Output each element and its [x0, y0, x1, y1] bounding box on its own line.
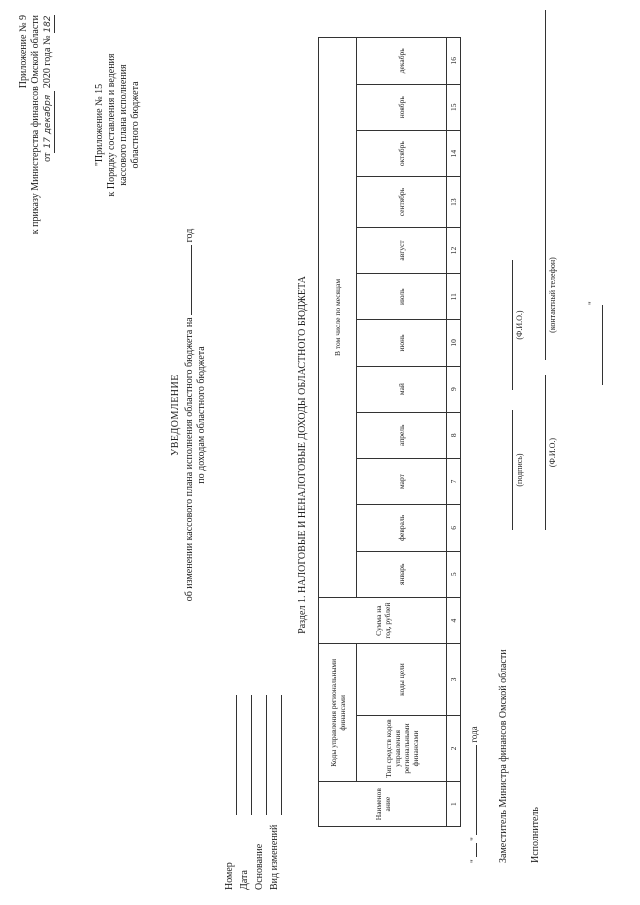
executor-label: Исполнитель — [530, 807, 541, 863]
month-december: декабрь — [357, 38, 447, 85]
appendix-date-handwritten: 17 декабря — [42, 91, 55, 153]
col-number: 8 — [447, 412, 461, 458]
field-line-number — [236, 695, 237, 815]
month-january: январь — [357, 551, 447, 597]
section-title: Раздел 1. НАЛОГОВЫЕ И НЕНАЛОГОВЫЕ ДОХОДЫ ОБЛАСТНОГО БЮДЖЕТА — [297, 276, 308, 634]
col-number: 11 — [447, 274, 461, 320]
year-blank-line — [182, 245, 192, 315]
table-number-row — [447, 38, 461, 827]
notice-subtitle-year: год — [184, 228, 195, 243]
col-number: 15 — [447, 84, 461, 130]
col-number: 10 — [447, 320, 461, 366]
deputy-fio-line — [512, 260, 513, 390]
month-may: май — [357, 366, 447, 412]
footer-quote-close: " — [469, 837, 479, 841]
executor-phone-caption: (контактный телефон) — [548, 257, 557, 333]
field-label-date: Дата — [239, 870, 250, 890]
fields-labels — [222, 810, 282, 890]
executor-phone-line — [545, 10, 546, 360]
appendix-date-suffix: 2020 года № — [42, 35, 53, 89]
col-number: 9 — [447, 366, 461, 412]
col-header-fund-type: Тип средств кодов управления региональными финансами — [357, 715, 447, 782]
notice-subtitle-2: по доходам областного бюджета — [196, 346, 207, 484]
col-number: 2 — [447, 715, 461, 782]
appendix-15-line2: к Порядку составления и ведения — [106, 53, 117, 197]
budget-table — [318, 37, 461, 827]
field-label-basis: Основание — [254, 843, 265, 890]
month-september: сентябрь — [357, 177, 447, 227]
appendix-9-block — [18, 15, 55, 345]
col-number: 16 — [447, 38, 461, 85]
field-line-date — [251, 695, 252, 815]
field-line-basis — [266, 695, 267, 815]
col-number: 14 — [447, 130, 461, 176]
month-june: июнь — [357, 320, 447, 366]
col-header-goal-codes: коды цели — [357, 644, 447, 715]
col-header-sum: Сумма на год, рублей — [319, 597, 447, 643]
deputy-minister-label: Заместитель Министра финансов Омской области — [498, 649, 509, 863]
month-november: ноябрь — [357, 84, 447, 130]
appendix-15-line3: кассового плана исполнения — [118, 64, 129, 186]
footer-quote-open: " — [469, 859, 479, 863]
notice-subtitle-line — [182, 155, 196, 675]
month-july: июль — [357, 274, 447, 320]
bottom-short-line — [602, 305, 603, 385]
appendix-15-block — [94, 35, 142, 215]
appendix-15-title: "Приложение № 15 — [94, 83, 105, 167]
notice-title-block — [170, 155, 208, 675]
col-number: 4 — [447, 597, 461, 643]
executor-fio-line — [545, 375, 546, 530]
bottom-quote-mark: " — [587, 301, 597, 305]
notice-subtitle: об изменении кассового плана исполнения областного бюджета на — [184, 317, 195, 602]
field-line-change-type — [281, 695, 282, 815]
col-header-months: В том числе по месяцам — [319, 38, 357, 598]
month-march: март — [357, 458, 447, 504]
notice-title: УВЕДОМЛЕНИЕ — [170, 374, 181, 456]
field-label-change-type: Вид изменений — [269, 824, 280, 890]
appendix-date-prefix: от — [42, 152, 53, 162]
appendix-9-title: Приложение № 9 — [18, 15, 29, 89]
col-number: 5 — [447, 551, 461, 597]
deputy-fio-caption: (Ф.И.О.) — [515, 310, 524, 340]
field-label-number: Номер — [224, 862, 235, 890]
col-number: 6 — [447, 505, 461, 551]
footer-month-blank — [468, 745, 477, 835]
col-header-name: Наименов ание — [319, 782, 447, 827]
month-february: февраль — [357, 505, 447, 551]
col-number: 3 — [447, 644, 461, 715]
col-number: 7 — [447, 458, 461, 504]
col-header-codes: Коды управления региональными финансами — [319, 644, 357, 782]
footer-date-line — [468, 726, 480, 863]
appendix-15-line4: областного бюджета — [130, 81, 141, 169]
month-august: август — [357, 227, 447, 273]
month-october: октябрь — [357, 130, 447, 176]
col-number: 12 — [447, 227, 461, 273]
col-number: 1 — [447, 782, 461, 827]
footer-day-blank — [468, 843, 477, 857]
executor-fio-caption: (Ф.И.О.) — [548, 437, 557, 468]
appendix-9-order: к приказу Министерства финансов Омской области — [30, 15, 41, 235]
appendix-9-date-line — [42, 15, 55, 345]
deputy-signature-line — [512, 410, 513, 530]
deputy-signature-caption: (подпись) — [515, 453, 524, 487]
appendix-number-handwritten: 182 — [43, 15, 53, 33]
col-number: 13 — [447, 177, 461, 227]
footer-year-label: года — [469, 726, 479, 743]
month-april: апрель — [357, 412, 447, 458]
